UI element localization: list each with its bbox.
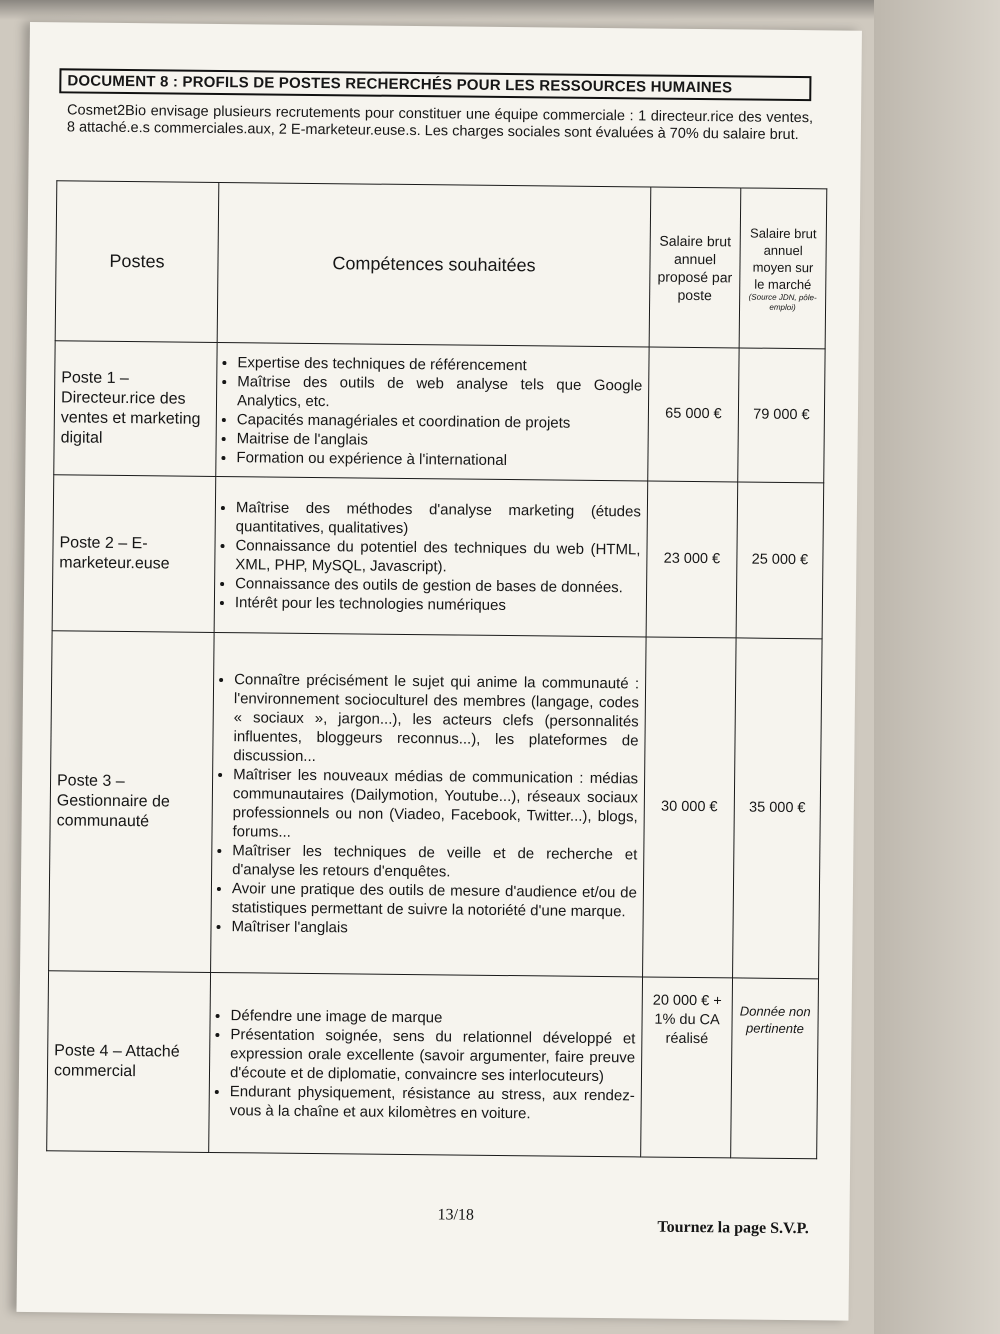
job-profiles-table [46, 180, 827, 1159]
row-poste: Poste 2 – E-marketeur.euse [52, 475, 216, 633]
skill-item: • Connaissance du potentiel des techniques du web (HTML, XML, PHP, MySQL, Javascript). [235, 536, 640, 578]
header-postes: Postes [55, 181, 219, 343]
row-competences [209, 972, 643, 1157]
page-number: 13/18 [437, 1206, 475, 1224]
row-marche: 25 000 € [736, 482, 824, 639]
skill-item: • Maîtrise des méthodes d'analyse marketing (études quantitatives, qualitatives) [236, 498, 641, 540]
row-salaire: 20 000 € + 1% du CA réalisé [641, 977, 733, 1158]
skill-item: • Maîtriser l'anglais [231, 917, 636, 940]
skill-item: • Expertise des techniques de référencement [237, 353, 642, 376]
intro-paragraph: Cosmet2Bio envisage plusieurs recrutements pour constituer une équipe commerciale : 1 directeur.rice des ventes, 8 attaché.e.s commerciales.aux, 2 E-marketeur.euse.s. Les charges sociales sont évaluées à 70% du salaire brut. [66, 102, 814, 144]
row-poste: Poste 3 – Gestionnaire de communauté [49, 631, 215, 973]
skill-item: • Endurant physiquement, résistance au stress, aux rendez-vous à la chaîne et aux kilomètres en voiture. [230, 1082, 635, 1124]
turn-page-note: Tournez la page S.V.P. [657, 1218, 809, 1238]
row-competences [216, 342, 649, 481]
skill-item: • Maîtriser les nouveaux médias de communication : médias communautaires (Dailymotion, Youtube...), réseaux sociaux professionnels ou non (Viadeo, Facebook, Twitter...), blogs, forums... [232, 765, 638, 845]
row-marche: 79 000 € [738, 348, 825, 483]
row-salaire: 30 000 € [643, 637, 737, 978]
header-salaire-propose: Salaire brut annuel proposé par poste [649, 187, 741, 348]
header-salaire-marche-source: (Source JDN, pôle-emploi) [748, 292, 817, 312]
header-salaire-marche [739, 188, 827, 349]
row-marche: Donnée non pertinente [731, 978, 819, 1159]
row-poste: Poste 1 – Directeur.rice des ventes et marketing digital [54, 341, 217, 477]
row-competences [214, 476, 648, 637]
photo-background-right [874, 0, 1000, 1334]
document-title: DOCUMENT 8 : PROFILS DE POSTES RECHERCHÉS POUR LES RESSOURCES HUMAINES [59, 68, 811, 101]
skill-item: • Maîtrise des outils de web analyse tels que Google Analytics, etc. [237, 372, 642, 414]
table-row [49, 631, 823, 979]
table-header-row [55, 181, 827, 349]
table-row [47, 971, 819, 1159]
skill-item: • Intérêt pour les technologies numériques [235, 593, 640, 616]
skill-item: • Formation ou expérience à l'international [236, 448, 641, 471]
table-row [54, 341, 825, 483]
row-salaire: 65 000 € [648, 347, 739, 482]
skill-item: • Maîtriser les techniques de veille et de recherche et d'analyse les retours d'enquêtes. [232, 841, 637, 883]
row-marche: 35 000 € [733, 638, 823, 979]
row-poste: Poste 4 – Attaché commercial [47, 971, 211, 1153]
table-row [52, 475, 824, 639]
skill-item: • Défendre une image de marque [231, 1006, 636, 1029]
photo-background-top [0, 0, 1000, 20]
skill-item: • Maitrise de l'anglais [237, 429, 642, 452]
header-competences: Compétences souhaitées [217, 182, 651, 347]
document-page [16, 22, 861, 1321]
row-salaire: 23 000 € [646, 481, 738, 638]
row-competences [211, 632, 647, 977]
skill-item: • Avoir une pratique des outils de mesure d'audience et/ou de statistiques permettant de suivre la notoriété d'une marque. [232, 879, 637, 921]
skill-item: • Capacités managériales et coordination de projets [237, 410, 642, 433]
skill-item: • Connaissance des outils de gestion de bases de données. [235, 574, 640, 597]
skill-item: • Connaître précisément le sujet qui anime la communauté : l'environnement socioculturel des membres (langage, codes « sociaux », jargon...), les acteurs clefs (personnalités influentes, bloggeurs reconnus...), les plateformes de discussion... [233, 670, 639, 769]
header-salaire-marche-label: Salaire brut annuel moyen sur le marché [750, 225, 817, 292]
skill-item: • Présentation soignée, sens du relationnel développé et expression orale excellente (savoir argumenter, faire preuve d'écoute et de diplomatie, convaincre ses interlocuteurs) [230, 1025, 636, 1086]
